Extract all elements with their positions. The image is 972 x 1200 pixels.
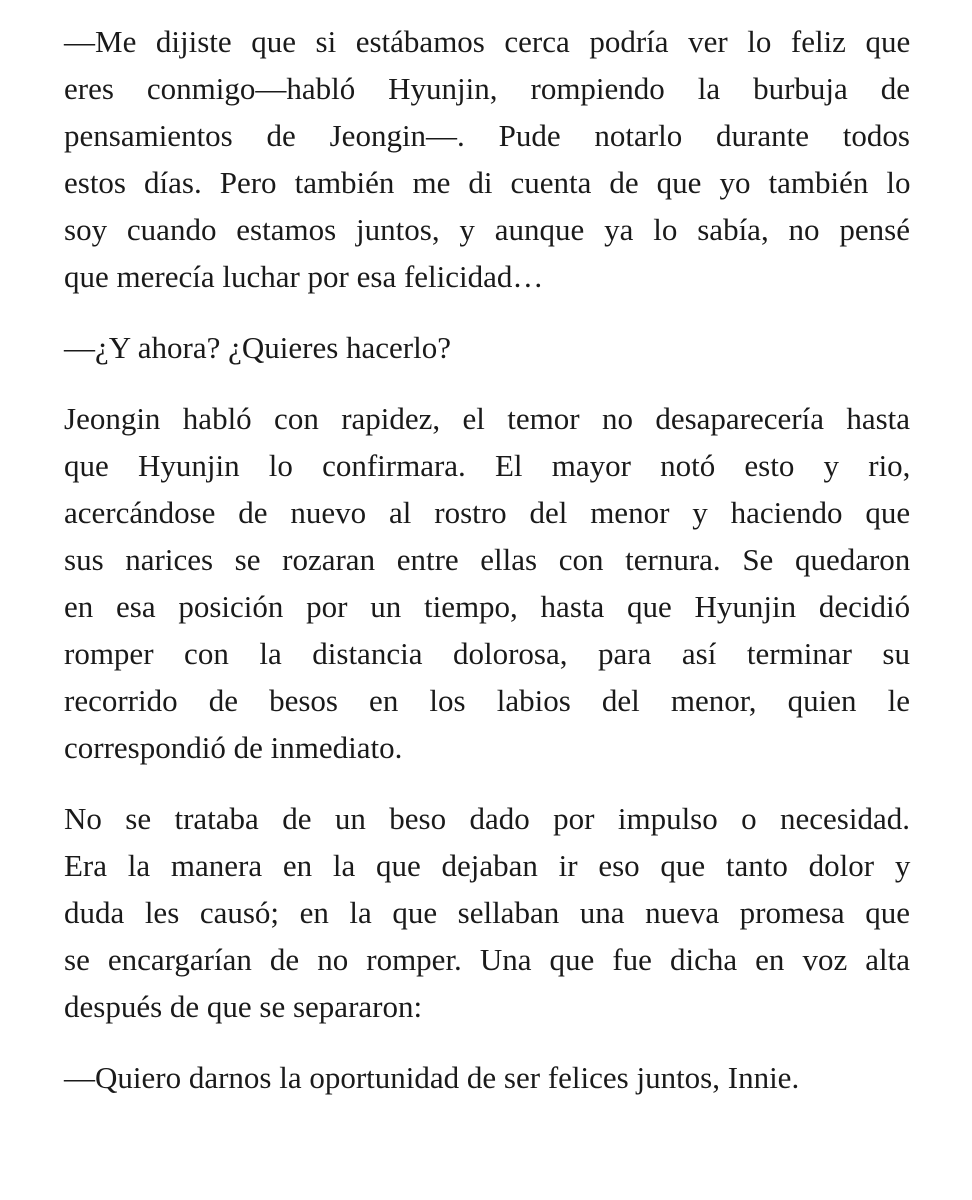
paragraph-3	[64, 395, 910, 771]
text-line: que merecía luchar por esa felicidad…	[64, 259, 544, 294]
paragraph-2	[64, 324, 910, 371]
text-line: pensamientos de Jeongin—. Pude notarlo durante todos	[64, 118, 910, 153]
text-line: —Me dijiste que si estábamos cerca podría ver lo feliz que	[64, 24, 911, 59]
text-line: sus narices se rozaran entre ellas con ternura. Se quedaron	[64, 542, 911, 577]
paragraph-4	[64, 795, 910, 1030]
text-line: en esa posición por un tiempo, hasta que Hyunjin decidió	[64, 589, 911, 624]
text-line: Jeongin habló con rapidez, el temor no desaparecería hasta	[64, 401, 911, 436]
text-line: que Hyunjin lo confirmara. El mayor notó esto y rio,	[64, 448, 911, 483]
text-line: soy cuando estamos juntos, y aunque ya lo sabía, no pensé	[64, 212, 910, 247]
text-line: —Quiero darnos la oportunidad de ser felices juntos, Innie.	[64, 1060, 800, 1095]
paragraph-5	[64, 1054, 910, 1101]
text-line: No se trataba de un beso dado por impulso o necesidad.	[64, 801, 910, 836]
text-line: después de que se separaron:	[64, 989, 423, 1024]
text-line: romper con la distancia dolorosa, para así terminar su	[64, 636, 910, 671]
paragraph-1	[64, 18, 910, 300]
text-line: se encargarían de no romper. Una que fue dicha en voz alta	[64, 942, 910, 977]
text-line: recorrido de besos en los labios del menor, quien le	[64, 683, 910, 718]
document-page	[64, 18, 910, 1125]
text-line: —¿Y ahora? ¿Quieres hacerlo?	[64, 330, 451, 365]
text-line: Era la manera en la que dejaban ir eso que tanto dolor y	[64, 848, 911, 883]
text-line: duda les causó; en la que sellaban una nueva promesa que	[64, 895, 910, 930]
text-line: correspondió de inmediato.	[64, 730, 403, 765]
text-line: eres conmigo—habló Hyunjin, rompiendo la burbuja de	[64, 71, 910, 106]
text-line: estos días. Pero también me di cuenta de que yo también lo	[64, 165, 911, 200]
text-line: acercándose de nuevo al rostro del menor y haciendo que	[64, 495, 911, 530]
